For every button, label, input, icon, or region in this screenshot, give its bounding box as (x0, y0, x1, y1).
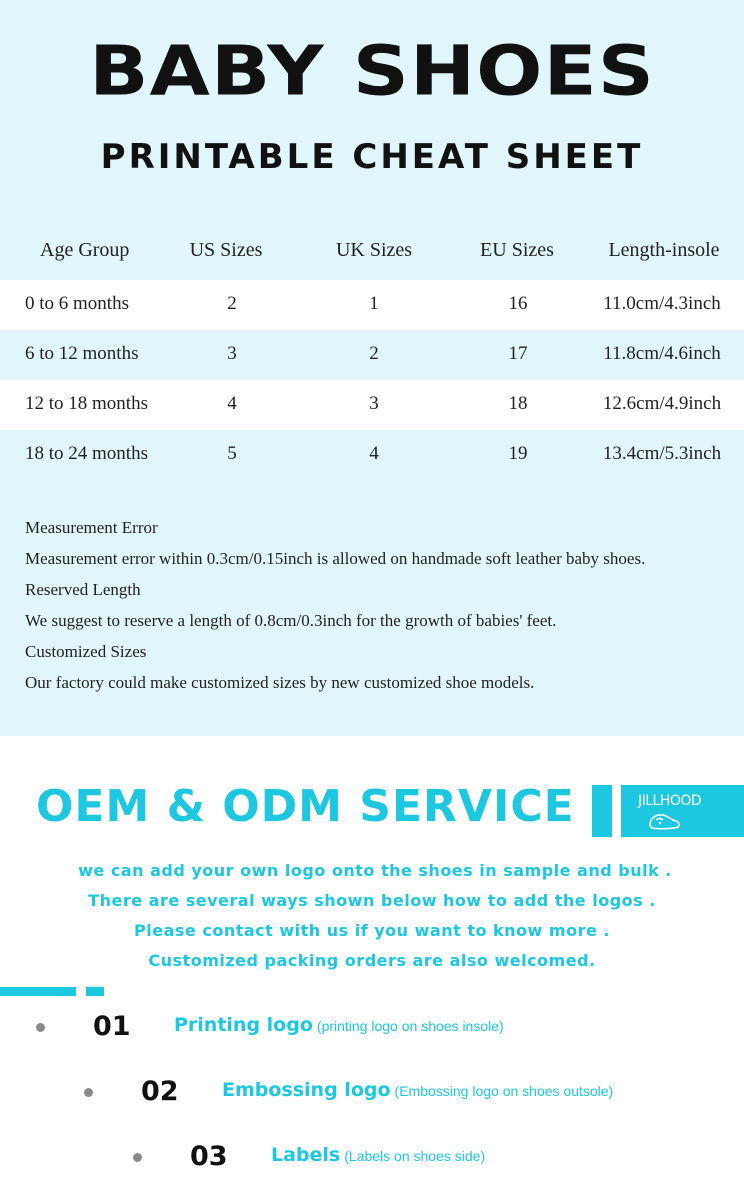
cell-uk-size: 4 (369, 443, 379, 464)
cell-length-insole: 13.4cm/5.3inch (602, 443, 722, 464)
item-description: (Embossing logo on shoes outsole) (394, 1083, 614, 1099)
note-heading-reserved-length: Reserved Length (25, 580, 141, 599)
column-header-age-group: Age Group (40, 239, 130, 261)
bullet-dot-icon (84, 1088, 93, 1097)
oem-line: There are several ways shown below how to add the logos . (88, 891, 656, 910)
page-subtitle: PRINTABLE CHEAT SHEET (100, 137, 644, 177)
column-header-length-insole: Length-insole (608, 239, 720, 261)
oem-line: Please contact with us if you want to know more . (134, 921, 610, 940)
cell-us-size: 3 (227, 343, 237, 364)
oem-line: Customized packing orders are also welcomed. (148, 951, 596, 970)
item-name: Embossing logo (222, 1079, 391, 1101)
cell-age-group: 6 to 12 months (25, 343, 139, 364)
cell-eu-size: 19 (508, 443, 528, 464)
note-heading-measurement-error: Measurement Error (25, 518, 158, 537)
item-label (271, 1137, 485, 1175)
bullet-dot-icon (133, 1153, 142, 1162)
table-row (0, 280, 744, 330)
column-header-uk-sizes: UK Sizes (335, 239, 413, 261)
baby-shoe-icon (646, 809, 682, 831)
table-row (0, 430, 744, 480)
cell-age-group: 18 to 24 months (25, 443, 148, 464)
note-text-reserved-length: We suggest to reserve a length of 0.8cm/0.3inch for the growth of babies' feet. (25, 611, 557, 630)
cell-eu-size: 16 (508, 293, 528, 314)
notes-section (25, 512, 744, 698)
cell-length-insole: 11.8cm/4.6inch (603, 343, 721, 364)
column-header-eu-sizes: EU Sizes (480, 239, 554, 261)
cell-eu-size: 18 (508, 393, 528, 414)
brand-name: JILLHOOD (638, 793, 702, 809)
item-description: (printing logo on shoes insole) (316, 1018, 504, 1034)
item-name: Printing logo (174, 1014, 313, 1036)
table-row (0, 330, 744, 380)
cell-uk-size: 3 (369, 393, 379, 414)
brand-logo (621, 785, 744, 837)
item-label (222, 1072, 613, 1110)
note-heading-customized-sizes: Customized Sizes (25, 642, 147, 661)
oem-line: we can add your own logo onto the shoes in sample and bulk . (78, 861, 672, 880)
cell-age-group: 12 to 18 months (25, 393, 148, 414)
accent-bar (592, 785, 612, 837)
divider-bar (0, 987, 76, 996)
cell-uk-size: 2 (369, 343, 379, 364)
bullet-dot-icon (36, 1023, 45, 1032)
oem-description (0, 856, 744, 976)
item-number: 03 (190, 1141, 228, 1172)
column-header-us-sizes: US Sizes (189, 239, 263, 261)
item-label (174, 1007, 504, 1045)
divider-bar (86, 987, 104, 996)
cell-length-insole: 12.6cm/4.9inch (602, 393, 722, 414)
item-number: 01 (93, 1011, 131, 1042)
item-name: Labels (271, 1144, 341, 1166)
item-number: 02 (141, 1076, 179, 1107)
table-header-row (0, 225, 744, 280)
note-text-measurement-error: Measurement error within 0.3cm/0.15inch is allowed on handmade soft leather baby shoes. (25, 549, 646, 568)
cell-length-insole: 11.0cm/4.3inch (603, 293, 721, 314)
note-text-customized-sizes: Our factory could make customized sizes by new customized shoe models. (25, 673, 535, 692)
cell-age-group: 0 to 6 months (25, 293, 129, 314)
table-row (0, 380, 744, 430)
cell-uk-size: 1 (369, 293, 379, 314)
item-description: (Labels on shoes side) (344, 1148, 486, 1164)
cell-us-size: 2 (227, 293, 237, 314)
oem-section-title: OEM & ODM SERVICE (36, 781, 575, 832)
page-title: BABY SHOES (89, 32, 655, 112)
size-table (0, 225, 744, 480)
cell-us-size: 5 (227, 443, 237, 464)
cell-eu-size: 17 (508, 343, 528, 364)
cell-us-size: 4 (227, 393, 237, 414)
